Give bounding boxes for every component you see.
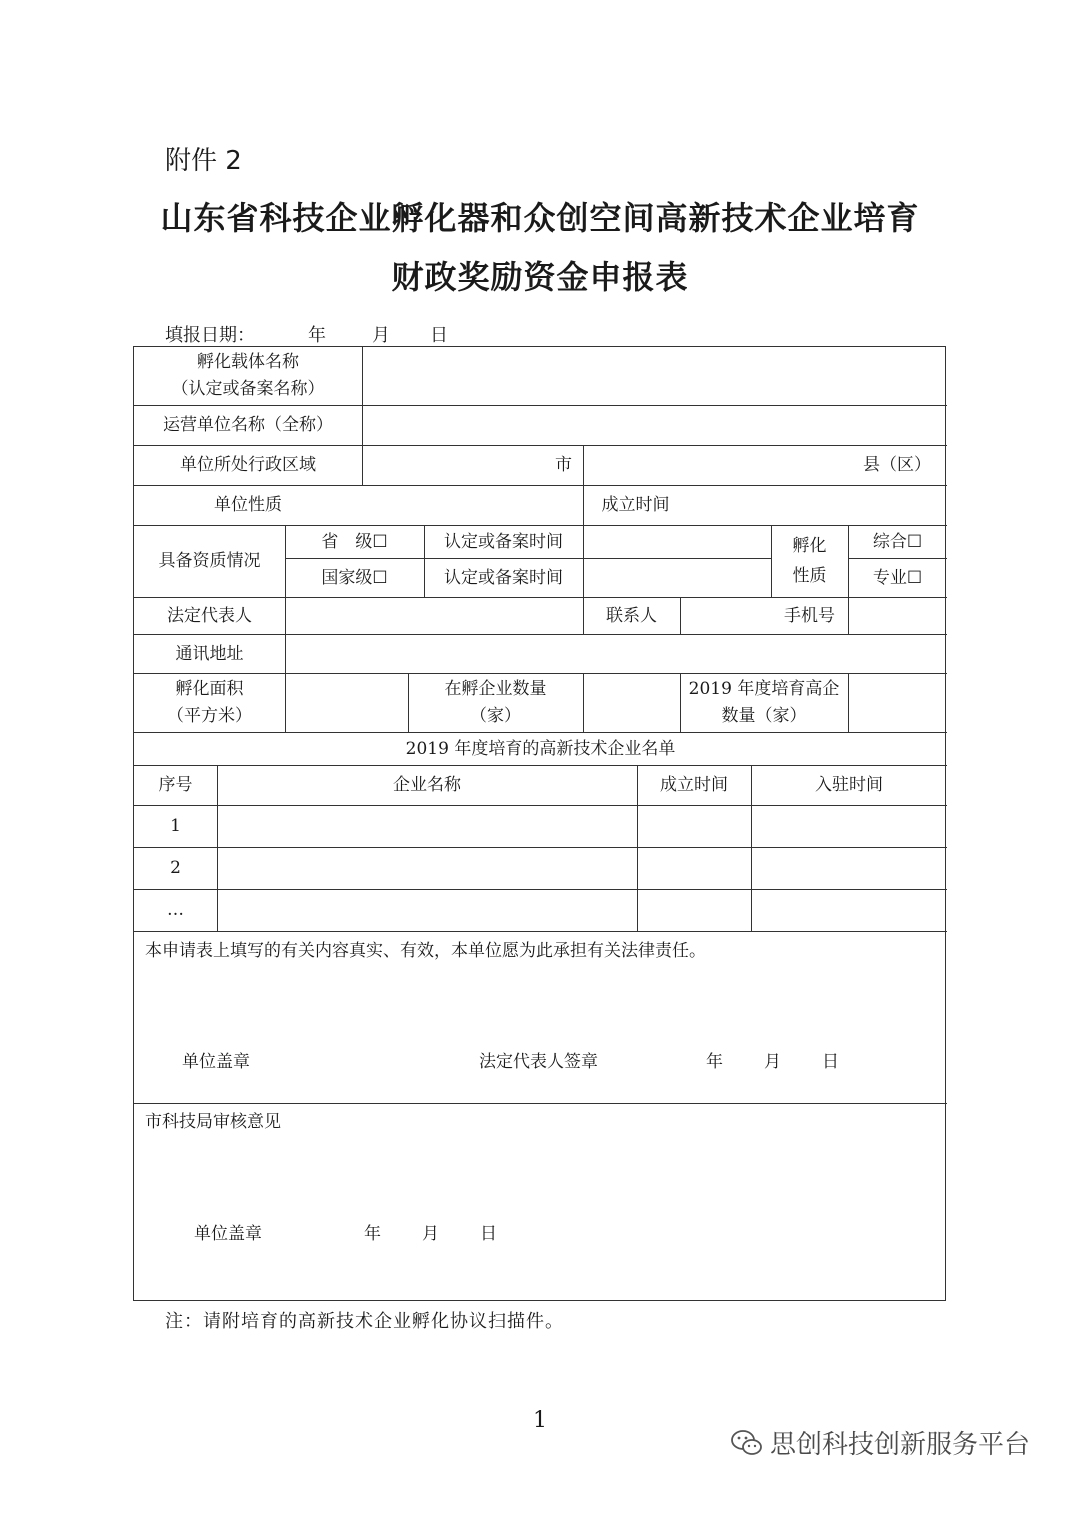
operator-name-label: 运营单位名称（全称）	[163, 415, 333, 435]
carrier-name-label-line1: 孵化载体名称	[197, 352, 299, 372]
provincial-checkbox[interactable]: 省 级☐	[321, 531, 388, 552]
row-line	[134, 805, 947, 806]
review-seal-label: 单位盖章	[194, 1224, 262, 1244]
provincial-cert-time-field[interactable]	[583, 525, 771, 558]
form-title-line2: 财政奖励资金申报表	[391, 258, 689, 296]
established-label: 成立时间	[601, 495, 670, 515]
address-label: 通讯地址	[175, 643, 244, 664]
contact-label: 联系人	[606, 605, 657, 626]
mobile-field[interactable]	[848, 597, 947, 634]
contact-field[interactable]	[680, 597, 774, 634]
table-row-number: …	[167, 900, 184, 920]
incubation-nature-line2: 性质	[792, 566, 827, 586]
legal-sign-label: 法定代表人签章	[479, 1052, 598, 1072]
watermark	[730, 1424, 1030, 1461]
unit-seal-label: 单位盖章	[182, 1052, 250, 1072]
unit-nature-field[interactable]	[362, 485, 583, 525]
region-label: 单位所处行政区域	[180, 455, 316, 475]
sign-day: 日	[822, 1052, 839, 1072]
unit-nature-label: 单位性质	[214, 495, 282, 515]
row-line	[134, 1103, 947, 1104]
legal-rep-label: 法定代表人	[167, 605, 252, 626]
row-line	[134, 847, 947, 848]
hightech-count-field[interactable]	[848, 673, 947, 732]
review-month: 月	[422, 1224, 439, 1244]
hightech-count-line2: 数量（家）	[721, 705, 807, 726]
area-label	[134, 673, 285, 732]
comprehensive-checkbox[interactable]: 综合☐	[872, 531, 923, 552]
col-header-name: 企业名称	[393, 775, 461, 795]
carrier-name-label-line2: （认定或备案名称）	[171, 379, 325, 399]
specialized-checkbox[interactable]: 专业☐	[872, 567, 923, 588]
incubating-count-line2: （家）	[470, 705, 521, 726]
incubation-nature-line1: 孵化	[792, 536, 827, 556]
county-field[interactable]: 县（区）	[863, 455, 931, 475]
review-year: 年	[364, 1224, 381, 1244]
fill-date-month: 月	[372, 325, 390, 346]
page-number: 1	[533, 1408, 547, 1433]
mobile-label: 手机号	[784, 605, 835, 626]
national-cert-time-field[interactable]	[583, 558, 771, 597]
form-title-line1: 山东省科技企业孵化器和众创空间高新技术企业培育	[160, 199, 920, 237]
area-label-line2: （平方米）	[167, 705, 252, 726]
declaration-text: 本申请表上填写的有关内容真实、有效，本单位愿为此承担有关法律责任。	[145, 941, 706, 961]
wechat-icon	[730, 1428, 764, 1458]
provincial-cert-time-label: 认定或备案时间	[444, 531, 563, 552]
sign-year: 年	[706, 1052, 723, 1072]
row-line	[134, 931, 947, 932]
hightech-count-label	[680, 673, 848, 732]
established-field[interactable]	[688, 485, 947, 525]
legal-rep-field[interactable]	[285, 597, 583, 634]
incubation-nature-label	[771, 525, 848, 597]
qualification-label: 具备资质情况	[158, 551, 261, 571]
row-line	[134, 889, 947, 890]
review-day: 日	[480, 1224, 497, 1244]
fill-date-label: 填报日期：	[165, 325, 255, 346]
address-field[interactable]	[285, 634, 947, 673]
carrier-name-label	[134, 347, 362, 405]
carrier-name-field[interactable]	[362, 347, 947, 405]
area-field[interactable]	[285, 673, 408, 732]
national-cert-time-label: 认定或备案时间	[444, 567, 563, 588]
table-row-number: 2	[170, 858, 181, 878]
col-header-established: 成立时间	[660, 775, 728, 795]
city-field[interactable]: 市	[555, 455, 572, 475]
enterprise-list-title: 2019 年度培育的高新技术企业名单	[405, 738, 676, 759]
watermark-text: 思创科技创新服务平台	[770, 1430, 1031, 1460]
review-label: 市科技局审核意见	[145, 1112, 281, 1132]
incubating-count-line1: 在孵企业数量	[444, 678, 547, 699]
application-form-table	[133, 346, 946, 1301]
area-label-line1: 孵化面积	[175, 678, 244, 699]
table-row-number: 1	[170, 816, 181, 836]
incubating-count-field[interactable]	[583, 673, 680, 732]
col-header-entry: 入驻时间	[815, 775, 883, 795]
national-checkbox[interactable]: 国家级☐	[321, 567, 388, 588]
operator-name-field[interactable]	[362, 405, 947, 445]
fill-date-year: 年	[308, 325, 326, 346]
hightech-count-line1: 2019 年度培育高企	[688, 678, 840, 699]
attachment-label: 附件 2	[165, 146, 242, 176]
footnote: 注：请附培育的高新技术企业孵化协议扫描件。	[165, 1311, 564, 1332]
fill-date-day: 日	[430, 325, 448, 346]
incubating-count-label	[408, 673, 583, 732]
col-header-no: 序号	[158, 775, 193, 795]
sign-month: 月	[764, 1052, 781, 1072]
